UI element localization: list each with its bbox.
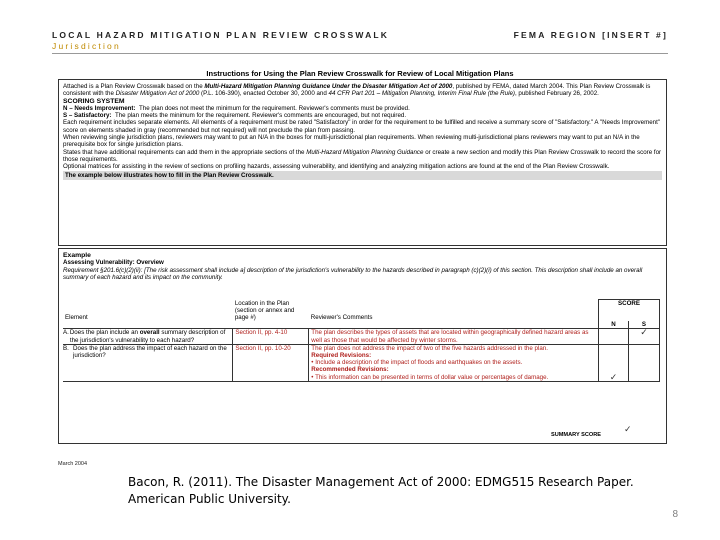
instructions-box xyxy=(58,79,667,246)
comment-cell: The plan does not address the impact of two of the five hazards addressed in the plan. Required Revisions: • Include a description of the impact of floods and earthquakes on the assets. Recommended Revisions: • This information can be presented in terms of dollar value or percentages of damage. xyxy=(309,344,599,381)
element-col-header: Element xyxy=(65,313,88,321)
summary-score-label: SUMMARY SCORE xyxy=(551,432,602,438)
check-icon: ✓ xyxy=(599,344,629,381)
crosswalk-table xyxy=(63,299,660,382)
score-col-header: SCORE xyxy=(599,300,660,322)
location-cell: Section II, pp. 10-20 xyxy=(233,344,309,381)
element-text: Does the plan address the impact of each hazard on the jurisdiction? xyxy=(73,344,227,359)
comment-cell: The plan describes the types of assets that are located within geographically defined hazard areas as well as those that would be affected by winter storms. xyxy=(309,329,599,344)
example-subheading: Assessing Vulnerability: Overview xyxy=(63,259,164,267)
location-cell: Section II, pp. 4-10 xyxy=(233,329,309,344)
states-paragraph: States that have additional requirements can add them in the appropriate sections of the Multi-Hazard Mitigation Planning Guidance or create a new section and modify this Plan Review Crosswalk to record the score for those requirements. xyxy=(63,148,662,163)
table-row xyxy=(63,329,660,344)
fema-region-label: FEMA REGION [INSERT #] xyxy=(513,30,668,40)
document-date: March 2004 xyxy=(58,461,88,467)
location-col-header: Location in the Plan (section or annex and page #) xyxy=(234,299,295,321)
optional-paragraph: Optional matrices for assisting in the review of sections on profiling hazards, assessing vulnerability, and identifying and analyzing mitigation actions are found at the end of the Plan Review Crosswalk. xyxy=(63,163,610,171)
score-s-header: S xyxy=(628,321,659,329)
score-n-header: N xyxy=(599,321,629,329)
elements-paragraph: Each requirement includes separate elements. All elements of a requirement must be rated "Satisfactory" in order for the requirement to be fulfilled and receive a summary score of "Satisfactory." A "Needs Improvement" score on elements shaded in gray (recommended but not required) will not preclude the plan from passing. xyxy=(63,119,661,134)
jurisdiction-label: Jurisdiction xyxy=(52,41,121,51)
document-header-title: LOCAL HAZARD MITIGATION PLAN REVIEW CROSSWALK xyxy=(52,30,390,40)
example-heading: Example xyxy=(63,252,91,259)
row-letter: B. xyxy=(63,344,69,352)
element-text: Does the plan include an overall summary description of the jurisdiction's vulnerability to each hazard? xyxy=(69,329,226,344)
check-icon: ✓ xyxy=(628,329,659,344)
scoring-system-heading: SCORING SYSTEM xyxy=(63,97,125,105)
table-row xyxy=(63,344,660,381)
jurisdiction-paragraph: When reviewing single jurisdiction plans, reviewers may want to put an N/A in the boxes for multi-jurisdictional plan requirements. When reviewing multi-jurisdictional plans reviewers may want to put an N/A in the prerequisite box for single jurisdiction plans. xyxy=(63,134,640,149)
row-letter: A. xyxy=(63,329,69,337)
header-divider xyxy=(52,53,668,54)
page-number: 8 xyxy=(672,509,678,520)
intro-paragraph: Attached is a Plan Review Crosswalk based on the Multi-Hazard Mitigation Planning Guidance Under the Disaster Mitigation Act of 2000, published by FEMA, dated March 2004. This Plan Review Crosswalk is consistent with the Disaster Mitigation Act of 2000 (P.L. 106-390), enacted October 30, 2000 and 44 CFR Part 201 – Mitigation Planning, Interim Final Rule (the Rule), published February 26, 2002. xyxy=(63,83,651,98)
example-intro-bar: The example below illustrates how to fill in the Plan Review Crosswalk. xyxy=(63,171,662,180)
check-icon: ✓ xyxy=(624,424,632,434)
instructions-title: Instructions for Using the Plan Review Crosswalk for Review of Local Mitigation Plans xyxy=(206,69,514,78)
citation-text: Bacon, R. (2011). The Disaster Management Act of 2000: EDMG515 Research Paper. American Public University. xyxy=(128,475,634,506)
example-box xyxy=(58,248,667,444)
requirement-text: Requirement §201.6(c)(2)(ii): [The risk assessment shall include a] description of the jurisdiction's vulnerability to the hazards described in paragraph (c)(2)(i) of this section. This description shall include an overall summary of each hazard and its impact on the community. xyxy=(63,266,643,281)
scoring-n: N – Needs Improvement: The plan does not meet the minimum for the requirement. Reviewer's comments must be provided. xyxy=(63,104,410,112)
scoring-s: S – Satisfactory: The plan meets the minimum for the requirement. Reviewer's comments are encouraged, but not required. xyxy=(63,112,407,120)
comments-col-header: Reviewer's Comments xyxy=(310,313,373,321)
